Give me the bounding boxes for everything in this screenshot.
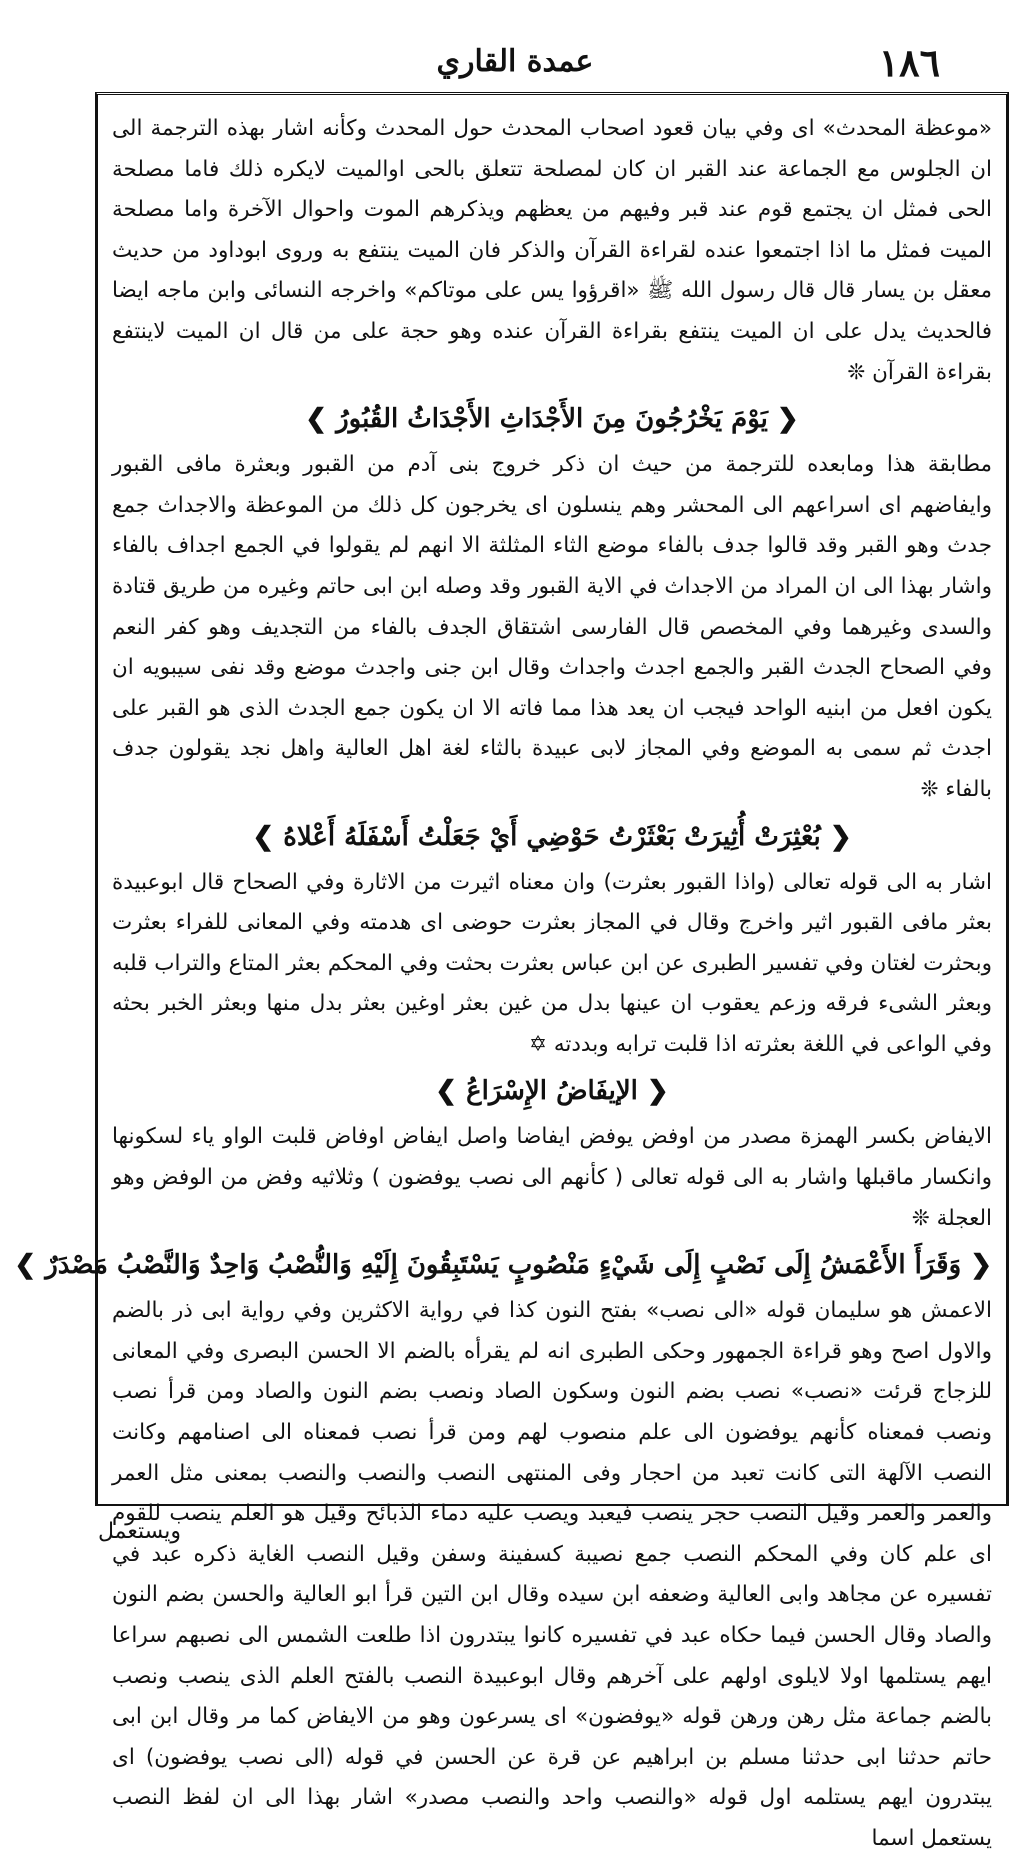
section-heading: ❮ الإيفَاضُ الإِسْرَاعُ ❯ xyxy=(435,1076,669,1107)
commentary-paragraph: مطابقة هذا ومابعده للترجمة من حيث ان ذكر خروج بنى آدم من القبور وبعثرة مافى القبور وايفاضهم اى اسراعهم الى المحشر وهم ينسلون اى يخرجون كل ذلك من الموعظة والاجداث جمع جدث وهو القبر وقد قالوا جدف بالفاء موضع الثاء المثلثة الا انهم لم يقولوا في الجمع اجداف بالفاء واشار بهذا الى ان المراد من الاجداث في الاية القبور وقد وصله ابن ابى حاتم وغيره من طريق قتادة والسدى وغيرهما وفي المخصص قال الفارسى اشتقاق الجدف بالفاء من التجديف وهو كفر النعم وفي الصحاح الجدث القبر والجمع اجدث واجداث وقال ابن جنى واجدث موضع وقد نفى سيبويه ان يكون افعل من ابنيه الواحد فيجب ان يعد هذا مما فاته الا ان يكون جمع الجدث الذى هو القبر على اجدث ثم سمى به الموضع وفي المجاز لابى عبيدة بالثاء لغة اهل العالية واهل نجد يقولون جدف بالفاء ❊ xyxy=(112,452,992,802)
commentary-paragraph: الاعمش هو سليمان قوله «الى نصب» بفتح النون كذا في رواية الاكثرين وفي رواية ابى ذر بالضم والاول اصح وهو قراءة الجمهور وحكى الطبرى انه لم يقرأه بالضم الا الحسن البصرى وفي المعانى للزجاج قرئت «نصب» نصب بضم النون وسكون الصاد ونصب بضم النون والصاد ومن قرأ نصب ونصب فمعناه كأنهم يوفضون الى علم منصوب لهم ومن قرأ نصب فمعناه الى اصنامهم وكانت النصب الآلهة التى كانت تعبد من احجار وفى المنتهى النصب والنصب والنصب بمعنى مثل العمر والعمر والعمر وقيل النصب حجر ينصب فيعبد ويصب عليه دماء الذبائح وقيل هو العلم ينصب للقوم اى علم كان وفي المحكم النصب جمع نصيبة كسفينة وسفن وقيل النصب الغاية ذكره عبد في تفسيره عن مجاهد وابى العالية وضعفه ابن سيده وقال ابن التين قرأ ابو العالية والحسن بضم النون والصاد وقال الحسن فيما حكاه عبد في تفسيره كانوا يبتدرون اذا طلعت الشمس الى نصبهم سراعا ايهم يستلمها اولا لايلوى اولهم على آخرهم وقال ابوعبيدة النصب بالفتح العلم الذى ينصب ونصب بالضم جماعة مثل رهن ورهن قوله «يوفضون» اى يسرعون وهو من الايفاض كما مر وقال ابن ابى حاتم حدثنا ابى حدثنا مسلم بن ابراهيم عن قرة عن الحسن في قوله (الى نصب يوفضون) اى يبتدرون ايهم يستلمه اول قوله «والنصب واحد والنصب مصدر» اشار بهذا الى ان لفظ النصب يستعمل اسما xyxy=(112,1298,992,1851)
section-heading: ❮ بُعْثِرَتْ أُثِيرَتْ بَعْثَرْتُ حَوْضِي أَيْ جَعَلْتُ أَسْفَلَهُ أَعْلاهُ ❯ xyxy=(252,821,852,852)
running-title: عمدة القاري xyxy=(436,44,594,79)
section-heading: ❮ وَقَرَأَ الأَعْمَشُ إِلَى نَصْبٍ إِلَى شَيْءٍ مَنْصُوبٍ يَسْتَبِقُونَ إِلَيْهِ وَالنُّصْبُ وَاحِدٌ وَالنَّصْبُ مَصْدَرٌ ❯ xyxy=(14,1250,992,1281)
catchword: ويستعمل xyxy=(98,1519,182,1544)
page-number: ١٨٦ xyxy=(878,40,940,85)
page-header xyxy=(90,40,940,90)
commentary-paragraph: الايفاض بكسر الهمزة مصدر من اوفض يوفض ايفاضا واصل ايفاض اوفاض قلبت الواو ياء لسكونها وانكسار ماقبلها واشار به الى قوله تعالى ( كأنهم الى نصب يوفضون ) وثلاثيه وفض من الوفض وهو العجلة ❊ xyxy=(112,1124,992,1231)
commentary-paragraph: «موعظة المحدث» اى وفي بيان قعود اصحاب المحدث حول المحدث وكأنه اشار بهذه الترجمة الى ان الجلوس مع الجماعة عند القبر ان كان لمصلحة تتعلق بالحى اوالميت لايكره ذلك فاما مصلحة الحى فمثل ان يجتمع قوم عند قبر وفيهم من يعظهم ويذكرهم الموت واحوال الآخرة واما مصلحة الميت فمثل ما اذا اجتمعوا عنده لقراءة القرآن والذكر فان الميت ينتفع به وروى ابوداود من حديث معقل بن يسار قال قال رسول الله ﷺ «اقرؤوا يس على موتاكم» واخرجه النسائى وابن ماجه ايضا فالحديث يدل على ان الميت ينتفع بقراءة القرآن عنده وهو حجة على من قال ان الميت لاينتفع بقراءة القرآن ❊ xyxy=(112,116,992,385)
commentary-paragraph: اشار به الى قوله تعالى (واذا القبور بعثرت) وان معناه اثيرت من الاثارة وفي الصحاح قال ابوعبيدة بعثر مافى القبور اثير واخرج وقال في المجاز بعثرت حوضى اى هدمته وفي المعانى للفراء بعثرت وبحثرت لغتان وفي تفسير الطبرى عن ابن عباس بعثرت بحثت وفي المحكم بعثر المتاع والتراب قلبه وبعثر الشىء فرقه وزعم يعقوب ان عينها بدل من غين بعثر اوغين بعثر بدل منها وبعثر الخبر بحثه وفي الواعى في اللغة بعثرته اذا قلبت ترابه وبددته ✡ xyxy=(112,869,992,1057)
section-heading: ❮ يَوْمَ يَخْرُجُونَ مِنَ الأَجْدَاثِ الأَجْدَاثُ القُبُورُ ❯ xyxy=(305,404,799,435)
